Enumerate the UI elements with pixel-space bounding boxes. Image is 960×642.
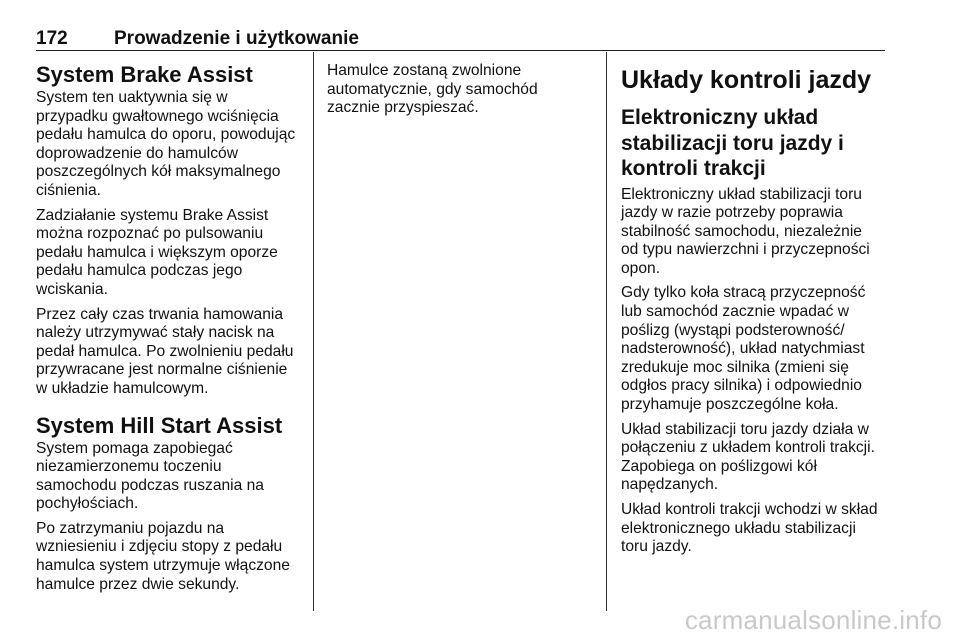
paragraph: Przez cały czas trwania hamowania należy utrzymywać stały nacisk na pedał hamulca. Po zwolnieniu pedału przywracane jest normalne ciśnienie w układzie hamulcowym. xyxy=(36,305,294,397)
section-heading-brake-assist: System Brake Assist xyxy=(36,62,253,87)
chapter-heading-driving-control: Układy kontroli jazdy xyxy=(621,66,872,94)
column-divider xyxy=(606,52,607,611)
paragraph: Elektroniczny układ stabilizacji toru jazdy w razie potrzeby poprawia stabilność samochodu, niezależnie od typu nawierzchni i przyczepności opon. xyxy=(621,185,870,277)
paragraph: System ten uaktywnia się w przypadku gwałtownego wciśnięcia pedału hamulca do oporu, powodując doprowadzenie do hamulców poszczególnych kół maksymalnego ciśnienia. xyxy=(36,89,296,199)
column-left xyxy=(36,62,306,600)
column-divider xyxy=(313,52,314,611)
subsection-heading-stability: Elektroniczny układ stabilizacji toru jazdy i kontroli trakcji xyxy=(621,106,844,180)
column-middle xyxy=(327,62,589,124)
page-header xyxy=(36,30,885,51)
paragraph: Układ stabilizacji toru jazdy działa w połączeniu z układem kontroli trakcji. Zapobiega on poślizgowi kół napędzanych. xyxy=(621,420,875,494)
paragraph: Układ kontroli trakcji wchodzi w skład elektronicznego układu stabilizacji toru jazdy. xyxy=(621,501,878,556)
paragraph: System pomaga zapobiegać niezamierzonemu toczeniu samochodu podczas ruszania na pochyłościach. xyxy=(36,439,264,513)
paragraph: Gdy tylko koła stracą przyczepność lub samochód zacznie wpadać w poślizg (wystąpi podsterowność/ nadsterowność), układ natychmiast zredukuje moc silnika (zmieni się odgłos pracy silnika) i odpowiednio przyhamuje poszczególne koła. xyxy=(621,284,866,414)
paragraph: Po zatrzymaniu pojazdu na wzniesieniu i zdjęciu stopy z pedału hamulca system utrzymuje włączone hamulce przez dwie sekundy. xyxy=(36,519,290,593)
column-right xyxy=(621,62,893,563)
chapter-title: Prowadzenie i użytkowanie xyxy=(114,28,359,49)
paragraph: Zadziałanie systemu Brake Assist można rozpoznać po pulsowaniu pedału hamulca i większym oporze pedału hamulca podczas jego wciskania. xyxy=(36,206,278,298)
paragraph: Hamulce zostaną zwolnione automatycznie, gdy samochód zacznie przyspieszać. xyxy=(327,62,538,117)
watermark: carmanualsonline.info xyxy=(684,605,942,635)
section-heading-hill-start-assist: System Hill Start Assist xyxy=(36,412,283,438)
page-number: 172 xyxy=(36,28,68,49)
